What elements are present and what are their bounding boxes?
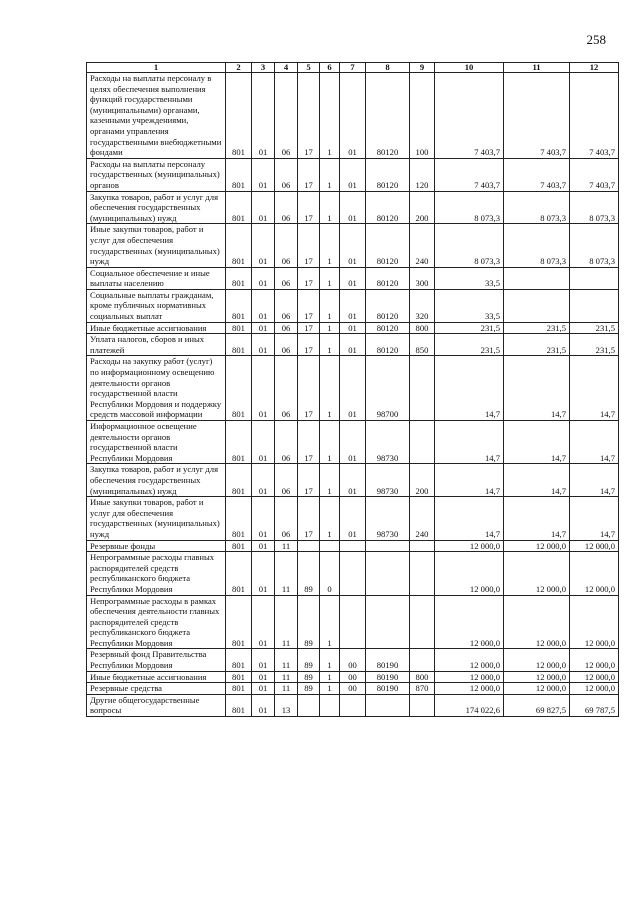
program-code-cell: 17: [298, 267, 320, 289]
subprogram-code-cell: 1: [320, 334, 340, 356]
section-code-cell: 01: [252, 267, 275, 289]
amount-year-3-cell: [570, 267, 619, 289]
section-code-cell: 01: [252, 671, 275, 683]
table-row: [87, 289, 619, 322]
amount-year-1-cell: 12 000,0: [435, 683, 504, 695]
program-code-cell: 17: [298, 497, 320, 540]
amount-year-3-cell: [570, 289, 619, 322]
ved-code-cell: 801: [226, 158, 252, 191]
table-row: [87, 595, 619, 649]
column-header: 5: [298, 63, 320, 73]
section-code-cell: 01: [252, 540, 275, 552]
activity-code-cell: 01: [340, 267, 366, 289]
activity-code-cell: 01: [340, 289, 366, 322]
amount-year-1-cell: 231,5: [435, 334, 504, 356]
expense-type-code-cell: 800: [410, 322, 435, 334]
amount-year-3-cell: 12 000,0: [570, 540, 619, 552]
subsection-code-cell: 06: [275, 191, 298, 224]
expense-type-code-cell: [410, 649, 435, 671]
table-row: [87, 73, 619, 159]
ved-code-cell: 801: [226, 356, 252, 421]
subsection-code-cell: 06: [275, 421, 298, 464]
column-header: 2: [226, 63, 252, 73]
direction-code-cell: 80190: [366, 683, 410, 695]
subprogram-code-cell: 1: [320, 267, 340, 289]
section-code-cell: 01: [252, 73, 275, 159]
direction-code-cell: 80120: [366, 191, 410, 224]
column-header: 1: [87, 63, 226, 73]
subsection-code-cell: 11: [275, 540, 298, 552]
direction-code-cell: [366, 540, 410, 552]
amount-year-2-cell: 14,7: [504, 356, 570, 421]
amount-year-3-cell: 14,7: [570, 421, 619, 464]
amount-year-2-cell: 7 403,7: [504, 73, 570, 159]
program-code-cell: 17: [298, 322, 320, 334]
subsection-code-cell: 06: [275, 464, 298, 497]
expense-type-code-cell: 800: [410, 671, 435, 683]
table-row: [87, 322, 619, 334]
subprogram-code-cell: 1: [320, 289, 340, 322]
expense-type-code-cell: 850: [410, 334, 435, 356]
row-name-cell: Другие общегосударственные вопросы: [87, 694, 226, 716]
ved-code-cell: 801: [226, 552, 252, 595]
expense-type-code-cell: 300: [410, 267, 435, 289]
table-row: [87, 552, 619, 595]
activity-code-cell: 01: [340, 356, 366, 421]
program-code-cell: 89: [298, 649, 320, 671]
amount-year-1-cell: 14,7: [435, 464, 504, 497]
expense-type-code-cell: [410, 540, 435, 552]
amount-year-3-cell: 8 073,3: [570, 191, 619, 224]
amount-year-2-cell: 12 000,0: [504, 649, 570, 671]
table-body: [87, 73, 619, 717]
direction-code-cell: [366, 694, 410, 716]
program-code-cell: 17: [298, 73, 320, 159]
amount-year-1-cell: 12 000,0: [435, 540, 504, 552]
amount-year-3-cell: 8 073,3: [570, 224, 619, 267]
expense-type-code-cell: 240: [410, 224, 435, 267]
ved-code-cell: 801: [226, 289, 252, 322]
ved-code-cell: 801: [226, 191, 252, 224]
column-header: 10: [435, 63, 504, 73]
ved-code-cell: 801: [226, 73, 252, 159]
activity-code-cell: 01: [340, 497, 366, 540]
ved-code-cell: 801: [226, 267, 252, 289]
subprogram-code-cell: [320, 540, 340, 552]
subprogram-code-cell: 1: [320, 224, 340, 267]
direction-code-cell: 80190: [366, 671, 410, 683]
amount-year-1-cell: 7 403,7: [435, 158, 504, 191]
subprogram-code-cell: 1: [320, 191, 340, 224]
column-header: 8: [366, 63, 410, 73]
direction-code-cell: 80120: [366, 224, 410, 267]
row-name-cell: Иные закупки товаров, работ и услуг для обеспечения государственных (муниципальных) нужд: [87, 224, 226, 267]
amount-year-2-cell: [504, 267, 570, 289]
ved-code-cell: 801: [226, 671, 252, 683]
program-code-cell: 17: [298, 289, 320, 322]
amount-year-2-cell: 14,7: [504, 421, 570, 464]
subprogram-code-cell: 0: [320, 552, 340, 595]
table-row: [87, 694, 619, 716]
table-row: [87, 356, 619, 421]
table-row: [87, 224, 619, 267]
table-row: [87, 191, 619, 224]
amount-year-1-cell: 33,5: [435, 289, 504, 322]
subprogram-code-cell: 1: [320, 73, 340, 159]
ved-code-cell: 801: [226, 322, 252, 334]
expense-type-code-cell: [410, 421, 435, 464]
subprogram-code-cell: 1: [320, 464, 340, 497]
subsection-code-cell: 06: [275, 334, 298, 356]
direction-code-cell: 80120: [366, 73, 410, 159]
page-number: 258: [586, 32, 606, 47]
amount-year-3-cell: 12 000,0: [570, 683, 619, 695]
activity-code-cell: 01: [340, 158, 366, 191]
section-code-cell: 01: [252, 224, 275, 267]
program-code-cell: 17: [298, 334, 320, 356]
amount-year-3-cell: 7 403,7: [570, 73, 619, 159]
ved-code-cell: 801: [226, 334, 252, 356]
subsection-code-cell: 06: [275, 322, 298, 334]
expense-type-code-cell: [410, 356, 435, 421]
activity-code-cell: 01: [340, 464, 366, 497]
activity-code-cell: 01: [340, 73, 366, 159]
program-code-cell: [298, 694, 320, 716]
ved-code-cell: 801: [226, 683, 252, 695]
direction-code-cell: 80120: [366, 158, 410, 191]
section-code-cell: 01: [252, 322, 275, 334]
amount-year-3-cell: 12 000,0: [570, 649, 619, 671]
amount-year-2-cell: 69 827,5: [504, 694, 570, 716]
amount-year-2-cell: 8 073,3: [504, 224, 570, 267]
ved-code-cell: 801: [226, 694, 252, 716]
expense-type-code-cell: [410, 552, 435, 595]
amount-year-2-cell: 14,7: [504, 497, 570, 540]
column-header: 4: [275, 63, 298, 73]
row-name-cell: Уплата налогов, сборов и иных платежей: [87, 334, 226, 356]
expense-type-code-cell: [410, 595, 435, 649]
amount-year-2-cell: 12 000,0: [504, 671, 570, 683]
direction-code-cell: 98730: [366, 464, 410, 497]
subsection-code-cell: 11: [275, 683, 298, 695]
direction-code-cell: 80120: [366, 322, 410, 334]
row-name-cell: Расходы на выплаты персоналу государственных (муниципальных) органов: [87, 158, 226, 191]
direction-code-cell: 80120: [366, 267, 410, 289]
subprogram-code-cell: 1: [320, 595, 340, 649]
column-header: 3: [252, 63, 275, 73]
program-code-cell: 89: [298, 683, 320, 695]
table-row: [87, 649, 619, 671]
direction-code-cell: 98730: [366, 497, 410, 540]
subprogram-code-cell: 1: [320, 497, 340, 540]
amount-year-1-cell: 7 403,7: [435, 73, 504, 159]
expense-type-code-cell: 120: [410, 158, 435, 191]
subprogram-code-cell: 1: [320, 322, 340, 334]
direction-code-cell: [366, 595, 410, 649]
subsection-code-cell: 06: [275, 158, 298, 191]
amount-year-2-cell: 7 403,7: [504, 158, 570, 191]
row-name-cell: Закупка товаров, работ и услуг для обеспечения государственных (муниципальных) нужд: [87, 464, 226, 497]
ved-code-cell: 801: [226, 540, 252, 552]
row-name-cell: Иные бюджетные ассигнования: [87, 671, 226, 683]
header-row: [87, 63, 619, 73]
row-name-cell: Иные закупки товаров, работ и услуг для обеспечения государственных (муниципальных) нужд: [87, 497, 226, 540]
amount-year-1-cell: 14,7: [435, 421, 504, 464]
amount-year-3-cell: 69 787,5: [570, 694, 619, 716]
amount-year-3-cell: 14,7: [570, 356, 619, 421]
amount-year-2-cell: 14,7: [504, 464, 570, 497]
subprogram-code-cell: 1: [320, 649, 340, 671]
subsection-code-cell: 06: [275, 289, 298, 322]
expense-type-code-cell: 100: [410, 73, 435, 159]
activity-code-cell: 00: [340, 671, 366, 683]
row-name-cell: Резервные фонды: [87, 540, 226, 552]
program-code-cell: 89: [298, 671, 320, 683]
amount-year-1-cell: 174 022,6: [435, 694, 504, 716]
row-name-cell: Закупка товаров, работ и услуг для обеспечения государственных (муниципальных) нужд: [87, 191, 226, 224]
row-name-cell: Расходы на закупку работ (услуг) по информационному освещению деятельности органов государственной власти Республики Мордовия и поддержку средств массовой информации: [87, 356, 226, 421]
section-code-cell: 01: [252, 552, 275, 595]
direction-code-cell: 98730: [366, 421, 410, 464]
table-row: [87, 540, 619, 552]
activity-code-cell: 01: [340, 334, 366, 356]
row-name-cell: Расходы на выплаты персоналу в целях обеспечения выполнения функций государственными (муниципальными) органами, казенными учреждениями, органами управления государственными внебюджетными фондами: [87, 73, 226, 159]
subsection-code-cell: 13: [275, 694, 298, 716]
amount-year-1-cell: 231,5: [435, 322, 504, 334]
amount-year-1-cell: 14,7: [435, 497, 504, 540]
subsection-code-cell: 11: [275, 671, 298, 683]
activity-code-cell: 01: [340, 322, 366, 334]
activity-code-cell: [340, 595, 366, 649]
row-name-cell: Иные бюджетные ассигнования: [87, 322, 226, 334]
ved-code-cell: 801: [226, 464, 252, 497]
expense-type-code-cell: 870: [410, 683, 435, 695]
amount-year-1-cell: 12 000,0: [435, 552, 504, 595]
ved-code-cell: 801: [226, 497, 252, 540]
column-header: 6: [320, 63, 340, 73]
subprogram-code-cell: 1: [320, 158, 340, 191]
table-row: [87, 671, 619, 683]
table-row: [87, 497, 619, 540]
program-code-cell: 17: [298, 224, 320, 267]
expense-type-code-cell: 320: [410, 289, 435, 322]
subsection-code-cell: 11: [275, 595, 298, 649]
section-code-cell: 01: [252, 421, 275, 464]
section-code-cell: 01: [252, 191, 275, 224]
activity-code-cell: 01: [340, 421, 366, 464]
amount-year-1-cell: 12 000,0: [435, 595, 504, 649]
activity-code-cell: [340, 694, 366, 716]
expense-type-code-cell: [410, 694, 435, 716]
amount-year-3-cell: 231,5: [570, 322, 619, 334]
amount-year-3-cell: 7 403,7: [570, 158, 619, 191]
subsection-code-cell: 11: [275, 649, 298, 671]
direction-code-cell: 80120: [366, 334, 410, 356]
table-row: [87, 334, 619, 356]
row-name-cell: Социальные выплаты гражданам, кроме публичных нормативных социальных выплат: [87, 289, 226, 322]
program-code-cell: 89: [298, 595, 320, 649]
section-code-cell: 01: [252, 356, 275, 421]
ved-code-cell: 801: [226, 595, 252, 649]
subsection-code-cell: 11: [275, 552, 298, 595]
subprogram-code-cell: 1: [320, 671, 340, 683]
activity-code-cell: 00: [340, 683, 366, 695]
amount-year-2-cell: 8 073,3: [504, 191, 570, 224]
amount-year-1-cell: 12 000,0: [435, 671, 504, 683]
section-code-cell: 01: [252, 334, 275, 356]
subsection-code-cell: 06: [275, 356, 298, 421]
amount-year-1-cell: 33,5: [435, 267, 504, 289]
amount-year-3-cell: 14,7: [570, 497, 619, 540]
amount-year-2-cell: [504, 289, 570, 322]
table-row: [87, 683, 619, 695]
section-code-cell: 01: [252, 464, 275, 497]
amount-year-3-cell: 12 000,0: [570, 671, 619, 683]
direction-code-cell: 80120: [366, 289, 410, 322]
direction-code-cell: 80190: [366, 649, 410, 671]
activity-code-cell: 01: [340, 191, 366, 224]
amount-year-1-cell: 12 000,0: [435, 649, 504, 671]
section-code-cell: 01: [252, 497, 275, 540]
subprogram-code-cell: 1: [320, 421, 340, 464]
row-name-cell: Резервные средства: [87, 683, 226, 695]
subsection-code-cell: 06: [275, 73, 298, 159]
budget-table: [86, 62, 619, 717]
amount-year-2-cell: 231,5: [504, 334, 570, 356]
program-code-cell: [298, 540, 320, 552]
amount-year-2-cell: 231,5: [504, 322, 570, 334]
section-code-cell: 01: [252, 694, 275, 716]
program-code-cell: 89: [298, 552, 320, 595]
amount-year-2-cell: 12 000,0: [504, 540, 570, 552]
activity-code-cell: [340, 540, 366, 552]
column-header: 7: [340, 63, 366, 73]
activity-code-cell: 01: [340, 224, 366, 267]
amount-year-1-cell: 8 073,3: [435, 224, 504, 267]
amount-year-2-cell: 12 000,0: [504, 552, 570, 595]
ved-code-cell: 801: [226, 421, 252, 464]
table-row: [87, 421, 619, 464]
activity-code-cell: [340, 552, 366, 595]
direction-code-cell: 98700: [366, 356, 410, 421]
direction-code-cell: [366, 552, 410, 595]
amount-year-3-cell: 12 000,0: [570, 595, 619, 649]
section-code-cell: 01: [252, 649, 275, 671]
row-name-cell: Непрограммные расходы в рамках обеспечения деятельности главных распорядителей средств республиканского бюджета Республики Мордовия: [87, 595, 226, 649]
program-code-cell: 17: [298, 421, 320, 464]
row-name-cell: Информационное освещение деятельности органов государственной власти Республики Мордовия: [87, 421, 226, 464]
program-code-cell: 17: [298, 464, 320, 497]
table-row: [87, 158, 619, 191]
row-name-cell: Непрограммные расходы главных распорядителей средств республиканского бюджета Республики Мордовия: [87, 552, 226, 595]
amount-year-3-cell: 12 000,0: [570, 552, 619, 595]
table-row: [87, 464, 619, 497]
row-name-cell: Социальное обеспечение и иные выплаты населению: [87, 267, 226, 289]
ved-code-cell: 801: [226, 224, 252, 267]
column-header: 12: [570, 63, 619, 73]
ved-code-cell: 801: [226, 649, 252, 671]
program-code-cell: 17: [298, 158, 320, 191]
section-code-cell: 01: [252, 158, 275, 191]
table-row: [87, 267, 619, 289]
amount-year-3-cell: 14,7: [570, 464, 619, 497]
program-code-cell: 17: [298, 191, 320, 224]
expense-type-code-cell: 200: [410, 464, 435, 497]
amount-year-1-cell: 14,7: [435, 356, 504, 421]
section-code-cell: 01: [252, 683, 275, 695]
program-code-cell: 17: [298, 356, 320, 421]
section-code-cell: 01: [252, 595, 275, 649]
amount-year-2-cell: 12 000,0: [504, 683, 570, 695]
expense-type-code-cell: 200: [410, 191, 435, 224]
subsection-code-cell: 06: [275, 224, 298, 267]
section-code-cell: 01: [252, 289, 275, 322]
column-header: 9: [410, 63, 435, 73]
amount-year-3-cell: 231,5: [570, 334, 619, 356]
subprogram-code-cell: [320, 694, 340, 716]
expense-type-code-cell: 240: [410, 497, 435, 540]
column-header: 11: [504, 63, 570, 73]
subsection-code-cell: 06: [275, 497, 298, 540]
activity-code-cell: 00: [340, 649, 366, 671]
subprogram-code-cell: 1: [320, 683, 340, 695]
subsection-code-cell: 06: [275, 267, 298, 289]
amount-year-1-cell: 8 073,3: [435, 191, 504, 224]
amount-year-2-cell: 12 000,0: [504, 595, 570, 649]
subprogram-code-cell: 1: [320, 356, 340, 421]
row-name-cell: Резервный фонд Правительства Республики Мордовия: [87, 649, 226, 671]
